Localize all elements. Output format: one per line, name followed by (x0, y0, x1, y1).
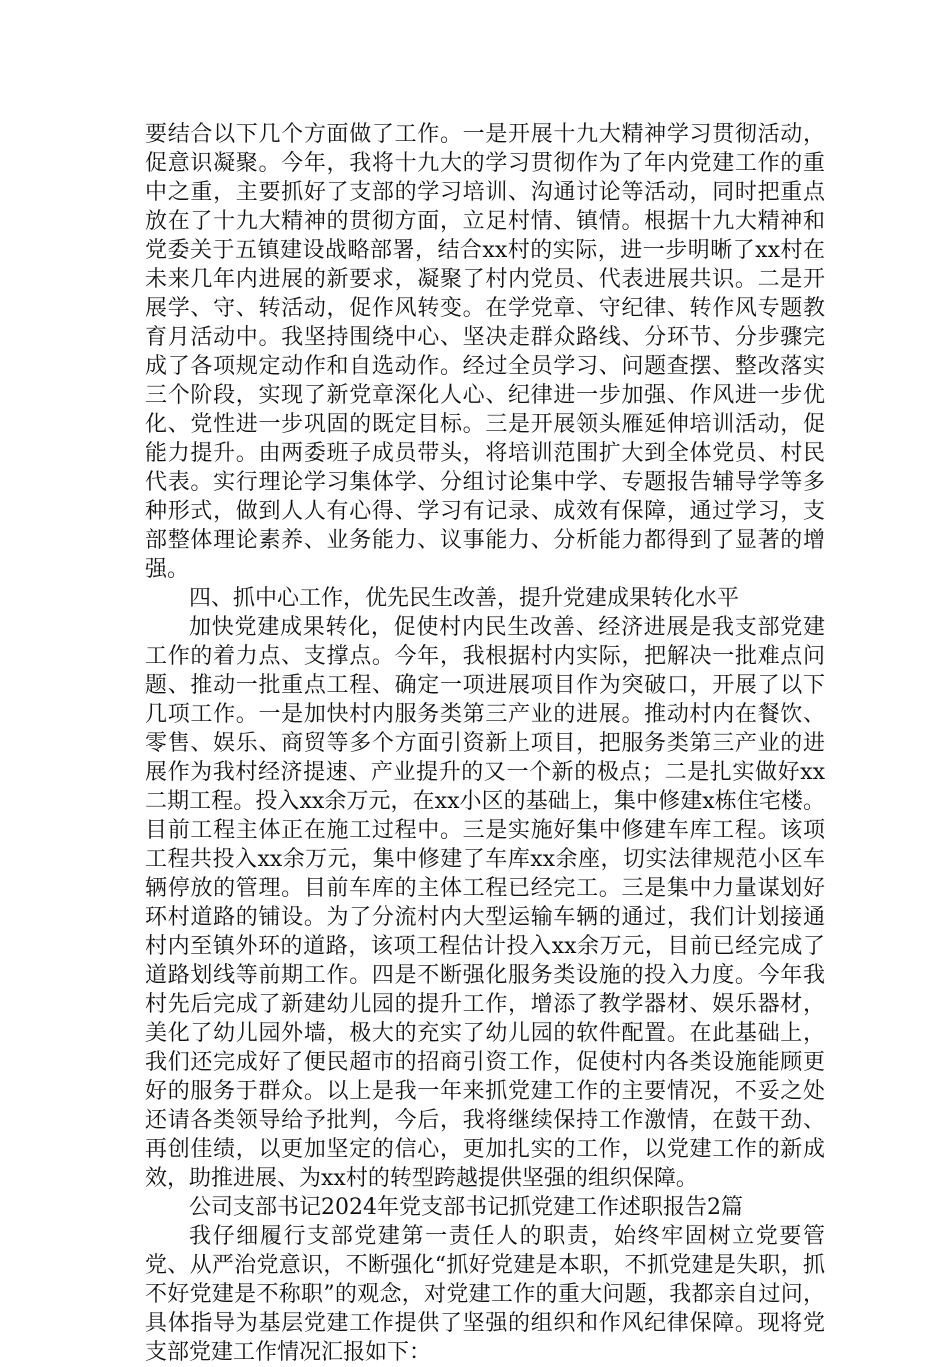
document-body (145, 120, 825, 1367)
section-heading-four: 四、抓中心工作，优先民生改善，提升党建成果转化水平 (189, 586, 740, 611)
report-title: 公司支部书记2024年党支部书记抓党建工作述职报告2篇 (189, 1195, 743, 1220)
paragraph-livelihood: 加快党建成果转化，促使村内民生改善、经济进展是我支部党建工作的着力点、支撑点。今年，我根据村内实际，把解决一批难点问题、推动一批重点工程、确定一项进展项目作为突破口，开展了以下几项工作。一是加快村内服务类第三产业的进展。推动村内在餐饮、零售、娱乐、商贸等多个方面引资新上项目，把服务类第三产业的进展作为我村经济提速、产业提升的又一个新的极点；二是扎实做好xx二期工程。投入xx余万元，在xx小区的基础上，集中修建x栋住宅楼。目前工程主体正在施工过程中。三是实施好集中修建车库工程。该项工程共投入xx余万元，集中修建了车库xx余座，切实法律规范小区车辆停放的管理。目前车库的主体工程已经完工。三是集中力量谋划好环村道路的铺设。为了分流村内大型运输车辆的通过，我们计划接通村内至镇外环的道路，该项工程估计投入xx余万元，目前已经完成了道路划线等前期工作。四是不断强化服务类设施的投入力度。今年我村先后完成了新建幼儿园的提升工作，增添了教学器材、娱乐器材，美化了幼儿园外墙，极大的充实了幼儿园的软件配置。在此基础上，我们还完成好了便民超市的招商引资工作，促使村内各类设施能顾更好的服务于群众。以上是我一年来抓党建工作的主要情况，不妥之处还请各类领导给予批判，今后，我将继续保持工作激情，在鼓干劲、再创佳绩，以更加坚定的信心，更加扎实的工作，以党建工作的新成效，助推进展、为xx村的转型跨越提供坚强的组织保障。 (145, 615, 825, 1191)
paragraph-responsibility: 我仔细履行支部党建第一责任人的职责，始终牢固树立党要管党、从严治党意识，不断强化“抓好党建是本职，不抓党建是失职，抓不好党建是不称职”的观念，对党建工作的重大问题，我都亲自过问，具体指导为基层党建工作提供了坚强的组织和作风纪律保障。现将党支部党建工作情况汇报如下： (145, 1224, 825, 1365)
paragraph-work-summary: 要结合以下几个方面做了工作。一是开展十九大精神学习贯彻活动，促意识凝聚。今年，我将十九大的学习贯彻作为了年内党建工作的重中之重，主要抓好了支部的学习培训、沟通讨论等活动，同时把重点放在了十九大精神的贯彻方面，立足村情、镇情。根据十九大精神和党委关于五镇建设战略部署，结合xx村的实际，进一步明晰了xx村在未来几年内进展的新要求，凝聚了村内党员、代表进展共识。二是开展学、守、转活动，促作风转变。在学党章、守纪律、转作风专题教育月活动中。我坚持围绕中心、坚决走群众路线、分环节、分步骤完成了各项规定动作和自选动作。经过全员学习、问题查摆、整改落实三个阶段，实现了新党章深化人心、纪律进一步加强、作风进一步优化、党性进一步巩固的既定目标。三是开展领头雁延伸培训活动，促能力提升。由两委班子成员带头，将培训范围扩大到全体党员、村民代表。实行理论学习集体学、分组讨论集中学、专题报告辅导学等多种形式，做到人人有心得、学习有记录、成效有保障，通过学习，支部整体理论素养、业务能力、议事能力、分析能力都得到了显著的增强。 (145, 122, 825, 582)
